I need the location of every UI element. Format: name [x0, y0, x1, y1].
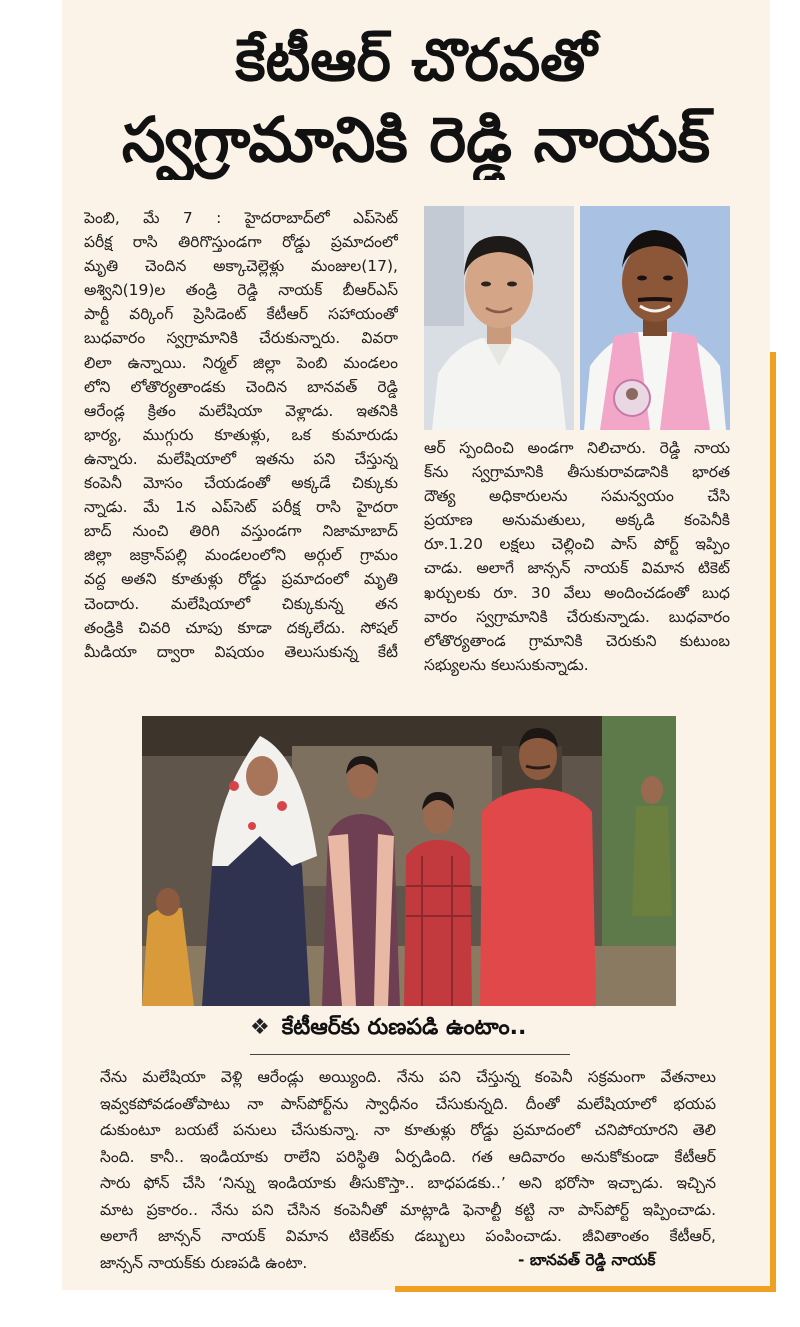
- quote-attribution: - బానవత్ రెడ్డి నాయక్: [518, 1251, 656, 1269]
- body-line: పరీక్ష రాసి తిరిగొస్తుండగా రోడ్డు ప్రమాదంలో: [84, 233, 398, 252]
- body-line: పెంబి, మే 7 : హైదరాబాద్‌లో ఎప్‌సెట్: [84, 209, 398, 227]
- body-line: బుధవారం స్వగ్రామానికి చేరుకున్నారు. వివరా: [84, 329, 398, 348]
- body-line: పార్టీ వర్కింగ్ ప్రెసిడెంట్ కేటీఆర్ సహాయంతో: [84, 305, 398, 324]
- body-line: అశ్విని(19)ల తండ్రి రెడ్డి నాయక్ బీఆర్ఎస్: [84, 281, 398, 300]
- quote-line: డుకుంటూ బయటే పనులు చేసుకున్నా. నా కూతుళ్లు రోడ్డు ప్రమాదంలో చనిపోయారని తెలి: [100, 1121, 716, 1139]
- accent-border-horizontal: [395, 1286, 776, 1292]
- body-line: బాద్ నుంచి తిరిగి వస్తుండగా నిజామాబాద్: [84, 522, 398, 541]
- body-line: భార్య, ముగ్గురు కూతుళ్లు, ఒక కుమారుడు: [84, 425, 398, 444]
- body-line: చెందారు. మలేషియాలో చిక్కుకున్న తన: [84, 594, 398, 613]
- body-line: మృతి చెందిన అక్కాచెల్లెళ్లు మంజుల(17),: [84, 257, 398, 276]
- body-line: వారం స్వగ్రామానికి చేరుకున్నాడు. బుధవారం: [424, 607, 730, 626]
- headline-line-1: కేటీఆర్ చొరవతో: [235, 26, 597, 94]
- body-line: ఖర్చులకు రూ. 30 వేలు అందించడంతో బుధ: [424, 583, 730, 602]
- headline-line-2: స్వగ్రామానికి రెడ్డి నాయక్: [121, 103, 711, 176]
- ktr-portrait-photo: [424, 206, 574, 430]
- quote-line: ఇవ్వకపోవడంతోపాటు నా పాస్‌పోర్ట్‌ను స్వాధీనం చేసుకున్నది. దీంతో మలేషియాలో భయప: [100, 1094, 716, 1113]
- body-line: దౌత్య అధికారులను సమన్వయం చేసి: [424, 487, 730, 506]
- body-line: ప్రయాణ అనుమతులు, అక్కడి కంపెనీకి: [424, 511, 730, 530]
- body-line: తండ్రికి చివరి చూపు కూడా దక్కలేదు. సోషల్: [84, 618, 398, 637]
- body-line: కంపెనీ మోసం చేయడంతో అక్కడే చిక్కుకు: [84, 474, 398, 493]
- accent-border-vertical: [770, 352, 776, 1292]
- quote-subheading: [250, 1015, 526, 1051]
- quote-line: జాన్సన్ నాయక్‌కు రుణపడి ఉంటా.: [100, 1253, 308, 1272]
- body-line: లోతొర్యతాండ గ్రామానికి చెరుకుని కుటుంబ: [424, 631, 730, 650]
- subheading-rule: [250, 1054, 570, 1055]
- body-line: వద్ద అతని కూతుళ్లు రోడ్డు ప్రమాదంలో మృతి: [84, 570, 398, 589]
- quote-line: సారు ఫోన్ చేసి ‘నిన్ను ఇండియాకు తీసుకొస్తా.. బాధపడకు..’ అని భరోసా ఇచ్చాడు. ఇచ్చిన: [100, 1174, 716, 1192]
- quote-line: సింది. కానీ.. ఇండియాకు రాలేని పరిస్థితి ఏర్పడింది. గత ఆదివారం అనుకోకుండా కేటీఆర్: [100, 1147, 716, 1166]
- diamond-bullet-icon: ❖: [250, 1015, 270, 1040]
- body-line: మీడియా ద్వారా విషయం తెలుసుకున్న కేటీ: [84, 642, 398, 661]
- article-body-left: [84, 206, 398, 664]
- body-line: న్నాడు. మే 1న ఎప్‌సెట్ పరీక్ష రాసి హైదరా: [84, 498, 398, 517]
- body-line: క్‌ను స్వగ్రామానికి తీసుకురావడానికి భారత: [424, 463, 730, 482]
- quote-line: అలాగే జాన్సన్ నాయక్ విమాన టికెట్‌కు డబ్బులు పంపించాడు. జీవితాంతం కేటీఆర్,: [100, 1227, 716, 1245]
- subheading-text: కేటీఆర్‌కు రుణపడి ఉంటాం..: [281, 1015, 527, 1040]
- body-line: జిల్లా జక్రాన్‌పల్లి మండలంలోని అర్గుల్ గ్రామం: [84, 546, 398, 565]
- body-line: చాడు. అలాగే జాన్సన్ నాయక్ విమాన టికెట్: [424, 559, 730, 578]
- quote-line: మాట ప్రకారం.. నేను పని చేసిన కంపెనీతో మాట్లాడి ఫెనాల్టీ కట్టి నా పాస్‌పోర్ట్ ఇప్పించాడు.: [100, 1200, 716, 1219]
- body-line: లిలా ఉన్నాయి. నిర్మల్ జిల్లా పెంబి మండలం: [84, 353, 398, 372]
- article-body-right: [424, 436, 730, 677]
- body-line: లోని లోతొర్యతాండకు చెందిన బానవత్ రెడ్డి: [84, 377, 398, 396]
- body-line: ఉన్నారు. మలేషియాలో ఇతను పని చేస్తున్న: [84, 449, 398, 468]
- body-line: సభ్యులను కలుసుకున్నాడు.: [424, 655, 589, 674]
- family-photo: [142, 716, 676, 1006]
- reddy-naik-portrait-photo: [580, 206, 730, 430]
- body-line: రూ.1.20 లక్షలు చెల్లించి పాస్ పోర్ట్ ఇప్పిం: [424, 535, 730, 554]
- body-line: ఆరేండ్ల క్రితం మలేషియా వెళ్లాడు. ఇతనికి: [84, 401, 398, 420]
- quote-line: నేను మలేషియా వెళ్లి ఆరేండ్లు అయ్యింది. నేను పని చేస్తున్న కంపెనీ సక్రమంగా వేతనాలు: [100, 1068, 716, 1086]
- quote-body: [100, 1064, 716, 1276]
- body-line: ఆర్ స్పందించి అండగా నిలిచారు. రెడ్డి నాయ: [424, 439, 730, 457]
